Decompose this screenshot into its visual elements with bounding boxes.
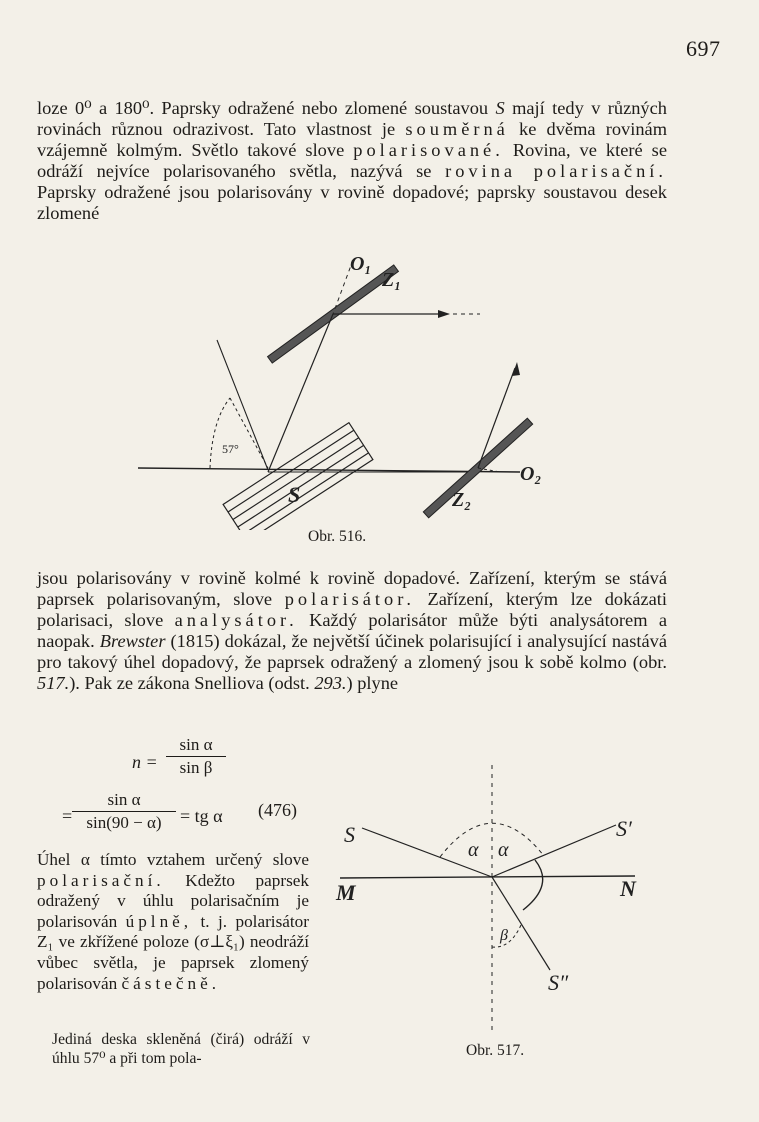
fig516-baseline [138,468,520,472]
fig516-caption: Obr. 516. [308,528,367,545]
paragraph-polarisator: jsou polarisovány v rovině kolmé k rovině dopadové. Zařízení, kterým se stává paprsek polarisovaným, slove polarisátor. Zařízení, kterým lze dokázati polarisaci, slove analysátor. Každý polarisátor může býti analysátorem a naopak. Brewster (1815) dokázal, že největší účinek polarisující i analysující nastává pro takový úhel dopadový, že paprsek odražený a zlomený jsou k sobě kolmo (obr. 517.). Pak ze zákona Snelliova (odst. 293.) plyne [37,568,667,693]
figure-517 [330,760,650,1050]
equation-fraction-1: $\frac{\text{sin α}}{\text{sin β}}$ [166,735,226,778]
fig516-label-z2: Z₂ [452,489,472,511]
fig517-label-s-double-prime: S″ [548,970,569,995]
fig517-surface-line [340,876,635,878]
equation-equals: = [62,806,73,826]
fig517-caption: Obr. 517. [466,1042,525,1059]
fig516-label-o2: O₂ [520,463,542,485]
equation-rhs: = tg α [180,806,223,826]
paragraph-polarisation-intro: loze 0⁰ a 180⁰. Paprsky odražené nebo zlomené soustavou S mají tedy v různých rovinách různou odrazivost. Tato vlastnost je souměrná ke dvěma rovinám vzájemně kolmým. Světlo takové slove polarisované. Rovina, ve které se odráží nejvíce polarisovaného světla, nazývá se rovina polarisační. Paprsky odražené jsou polarisovány v rovině dopadové; paprsky soustavou desek zlomené [37,98,668,223]
fig516-glass-plate-stack [223,423,373,530]
equation-number: (476) [258,800,297,820]
figure-516 [120,240,580,530]
fig516-label-z1: Z₁ [382,269,402,291]
paragraph-polarising-angle: Úhel α tímto vztahem určený slove polarisační. Kdežto paprsek odražený v úhlu polarisačním je polarisován úplně, t. j. polarisátor Z₁ ve zkřížené poloze (σ⊥ξ₁) neodráží vůbec světla, je paprsek zlomený polarisován částečně. [37,850,309,993]
equation-lhs: n = [132,752,158,772]
equation-fraction-2: $\frac{\text{sin α}}{\sin(90 - \alpha)}$ [72,790,176,833]
fig516-label-s: S [288,482,301,507]
fig517-label-alpha-right: α [498,839,509,861]
fig516-label-angle: 57° [222,442,239,456]
fig516-label-o1: O₁ [350,253,372,275]
fig517-label-s-prime: S′ [616,816,632,841]
page-number: 697 [686,36,721,61]
paragraph-single-plate: Jediná deska skleněná (čirá) odráží v úhlu 57⁰ a při tom pola- [52,1031,310,1067]
fig517-ray-refracted [492,877,550,970]
fig517-label-n: N [620,876,636,901]
fig517-label-m: M [336,880,356,905]
fig517-label-alpha-left: α [468,839,479,861]
fig517-ray-reflected [492,825,616,877]
fig517-label-s: S [344,822,355,847]
fig517-label-beta: β [500,927,508,944]
